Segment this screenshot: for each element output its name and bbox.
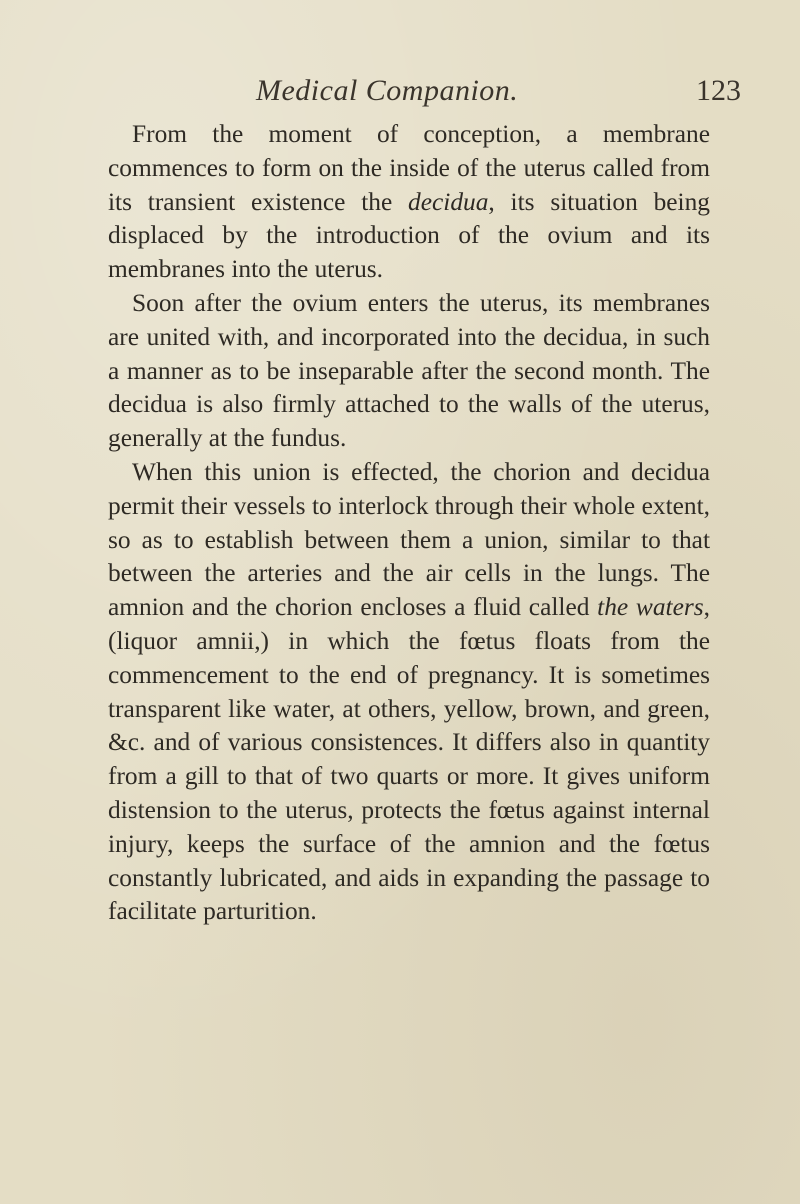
running-title: Medical Companion. — [256, 74, 519, 107]
body-text — [108, 118, 710, 929]
text-segment: Soon after the ovium enters the uterus, its membranes are united with, and incorporated into the decidua, in such a manner as to be inseparable after the second month. The decidua is also firmly attached to the walls of the uterus, generally at the fundus. — [108, 288, 710, 453]
text-segment: , its situation being displaced by the introduction of the ovium and its membranes into the uterus. — [108, 187, 710, 284]
text-segment: , (liquor amnii,) in which the fœtus floats from the commencement to the end of pregnancy. It is sometimes transparent like water, at others, yellow, brown, and green, &c. and of various consistences. It differs also in quantity from a gill to that of two quarts or more. It gives uniform distension to the uterus, protects the fœtus against internal injury, keeps the surface of the amnion and the fœtus constantly lubricated, and aids in expanding the passage to facilitate parturition. — [108, 593, 710, 926]
paragraph-ovium — [108, 287, 710, 456]
paragraph-decidua — [108, 118, 710, 287]
text-segment: From the moment of conception, a membrane commences to form on the inside of the uterus called from its transient existence the — [108, 120, 710, 216]
page-number: 123 — [696, 74, 741, 107]
text-segment: When this union is effected, the chorion and decidua permit their vessels to interlock through their whole extent, so as to establish between them a union, similar to that between the arteries and the air cells in the lungs. The amnion and the chorion encloses a fluid called — [108, 457, 710, 622]
italic-term-the-waters: the waters — [597, 593, 704, 622]
italic-term-decidua: decidua — [408, 187, 489, 216]
running-head — [0, 66, 800, 116]
paragraph-chorion — [108, 456, 710, 929]
